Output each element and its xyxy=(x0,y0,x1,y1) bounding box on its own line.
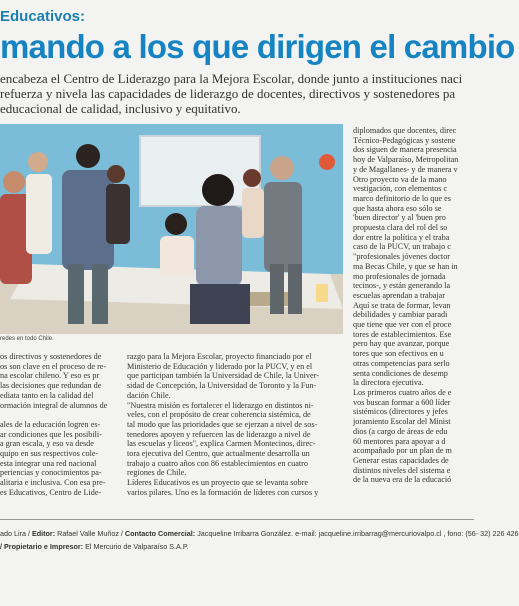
article-column-3 xyxy=(353,126,478,516)
article-column-1 xyxy=(0,352,118,512)
editor-label: Editor: xyxy=(31,529,56,538)
text-line: distintos niveles del sistema e xyxy=(353,465,451,475)
text-line: periencias y conocimientos pa- xyxy=(0,468,102,478)
text-line: ma Becas Chile, y que se han in xyxy=(353,261,458,271)
owner-label: / Propietario e Impresor: xyxy=(0,542,84,551)
section-kicker: Educativos: xyxy=(0,8,86,25)
text-line: y de Magallanes- y de manera v xyxy=(353,164,458,174)
text-line: que participan también la Universidad de Chile, la Univer- xyxy=(127,371,319,381)
footer-prefix: ado Lira / xyxy=(0,529,32,538)
text-line: "profesionales jóvenes doctor xyxy=(353,252,451,262)
text-line: caso de la PUCV, un trabajo c xyxy=(353,242,451,252)
text-line: debilidades y cambiar paradi xyxy=(353,310,448,320)
text-line: dios (a cargo de áreas de edu xyxy=(353,426,448,436)
text-line: varios pilares. Uno es la formación de líderes con cursos y xyxy=(127,487,319,497)
text-line: tores que son efectivos en u xyxy=(353,349,444,359)
text-line: tora ejecutiva del Centro, que actualmente desarrolla un xyxy=(127,449,310,459)
text-line: dos siguen de manera presencia xyxy=(353,145,457,155)
text-line: Líderes Educativos es un proyecto que se levanta sobre xyxy=(127,478,308,488)
text-line: vos buscan formar a 600 líder xyxy=(353,397,451,407)
text-line: na escolar chileno. Y eso es pr xyxy=(0,371,100,381)
lead-line: refuerza y nivela las capacidades de liderazgo de docentes, directivos y sostenedores pa xyxy=(0,86,456,101)
text-line: Otro proyecto va de la mano xyxy=(353,174,447,184)
text-line: las escuelas y liceos", explica Carmen Montecinos, direc- xyxy=(127,439,316,449)
text-line: trabajo a cuatro años con 86 establecimientos en cuatro xyxy=(127,458,308,468)
text-line: tecinos-, y están generando la xyxy=(353,281,451,291)
footer-line-1 xyxy=(0,527,519,540)
text-line: pero hay que avanzar, porque xyxy=(353,339,450,349)
text-line: otras competencias para serlo xyxy=(353,358,450,368)
footer-divider xyxy=(0,519,474,520)
article-column-2 xyxy=(127,352,345,512)
text-line: 60 mentores para apoyar a d xyxy=(353,436,446,446)
text-line: veles, con el propósito de crear coherencia sistémica, de xyxy=(127,410,311,420)
text-line: quipo en sus respectivos cole- xyxy=(0,449,99,459)
text-line: marco definitorio de lo que es xyxy=(353,193,451,203)
text-line: alitaria e inclusiva. Con esa pre- xyxy=(0,478,106,488)
lead-line: encabeza el Centro de Liderazgo para la Mejora Escolar, donde junto a instituciones naci xyxy=(0,71,463,86)
article-photo xyxy=(0,124,343,334)
footer-line-2 xyxy=(0,540,519,553)
text-line: senta condiciones de desemp xyxy=(353,368,448,378)
text-line: propuesta clara del rol del so xyxy=(353,223,448,233)
text-line: a gran escala, y eso va desde xyxy=(0,439,94,449)
text-line: os son clave en el proceso de re- xyxy=(0,361,107,371)
owner-value: El Mercurio de Valparaíso S.A.P. xyxy=(83,542,189,551)
text-line: ediata tanto en la calidad del xyxy=(0,390,94,400)
text-line: "Nuestra misión es fortalecer el liderazgo en distintos ni- xyxy=(127,400,314,410)
text-line: Generar estas capacidades de xyxy=(353,455,449,465)
text-line: esta integrar una red nacional xyxy=(0,458,97,468)
lead-line: educacional de calidad, inclusivo y equitativo. xyxy=(0,101,241,116)
text-line: ar condiciones que les posibili- xyxy=(0,429,102,439)
text-line: tores de establecimientos. Ese xyxy=(353,329,452,339)
text-line: joramiento Escolar del Minist xyxy=(353,417,451,427)
text-line: de la nueva era de la educació xyxy=(353,475,452,485)
text-line: diplomados que docentes, direc xyxy=(353,126,457,135)
text-line: Técnico-Pedagógicas y sostene xyxy=(353,135,456,145)
masthead-footer xyxy=(0,527,519,553)
text-line: acompañado por un plan de m xyxy=(353,446,452,456)
text-line: razgo para la Mejora Escolar, proyecto financiado por el xyxy=(127,352,312,361)
text-line: Ministerio de Educación y liderado por la PUCV, y en el xyxy=(127,361,313,371)
text-line: mo profesionales de jornada xyxy=(353,271,446,281)
text-line: Aquí se trata de formar, levan xyxy=(353,300,451,310)
text-line: las decisiones que redundan de xyxy=(0,381,102,391)
text-line: escuelas aprendan a trabajar xyxy=(353,290,446,300)
article-lead xyxy=(0,71,500,116)
text-line: dor entre la política y el traba xyxy=(353,232,450,242)
text-line: que tiene que ver con el proce xyxy=(353,320,452,330)
article-headline: mando a los que dirigen el cambio xyxy=(0,28,515,65)
text-line: dación Chile. xyxy=(127,390,171,400)
text-line: regiones de Chile. xyxy=(127,468,187,478)
text-line: ales de la educación logren es- xyxy=(0,419,101,429)
text-line: la directora ejecutiva. xyxy=(353,378,424,388)
classroom-photo-illustration xyxy=(0,124,343,334)
text-line: es Educativos, Centro de Lide- xyxy=(0,487,102,497)
text-line: ormación integral de alumnos de xyxy=(0,400,108,410)
commercial-contact-value: Jacqueline Irribarra González. e-mail: jacqueline.irribarrag@mercuriovalpo.cl , fono: (56- 32) 226 426 xyxy=(195,529,519,538)
text-line: sistémicos (directores y jefes xyxy=(353,407,448,417)
text-line: que hasta ahora eso sólo se xyxy=(353,203,442,213)
text-line: tal modo que las prioridades que se ejerzan a nivel de sos- xyxy=(127,419,318,429)
text-line: hoy de Valparaíso, Metropolitan xyxy=(353,155,459,165)
text-line: Los primeros cuatro años de e xyxy=(353,387,452,397)
text-line: 'buen director' y al 'buen pro xyxy=(353,213,446,223)
text-line: sidad de Concepción, la Universidad de Toronto y la Fun- xyxy=(127,381,317,391)
editor-name: Rafael Valle Muñoz / xyxy=(55,529,125,538)
commercial-contact-label: Contacto Comercial: xyxy=(124,529,196,538)
text-line: vestigación, con elementos c xyxy=(353,184,448,194)
photo-caption: redes en todo Chile. xyxy=(0,336,54,342)
text-line: os directivos y sostenedores de xyxy=(0,352,102,361)
text-line xyxy=(0,410,118,420)
text-line: tenedores apoyen y refuercen las de liderazgo a nivel de xyxy=(127,429,311,439)
